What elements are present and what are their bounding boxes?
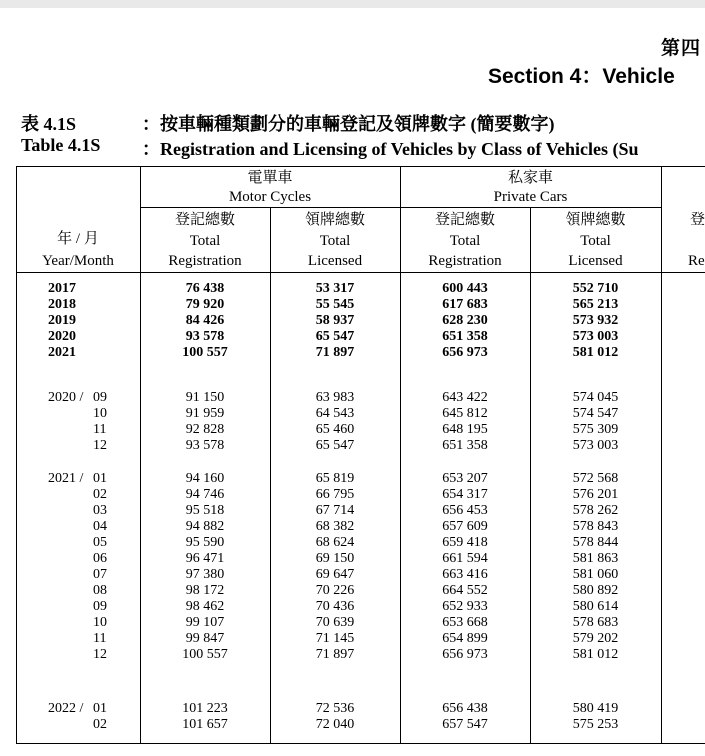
section-title-zh: 第四 xyxy=(660,38,701,59)
table-cell: 628 230 xyxy=(442,313,488,328)
table-cell: 91 150 xyxy=(185,390,225,405)
table-cell: 96 471 xyxy=(185,551,225,566)
table-cell: 654 317 xyxy=(442,487,488,502)
table-cell: 95 518 xyxy=(185,503,225,518)
table-cell: 651 358 xyxy=(442,329,488,344)
table-cell: 572 568 xyxy=(572,471,619,486)
table-cell: 575 253 xyxy=(572,717,619,732)
table-cell: 94 160 xyxy=(185,471,225,486)
row-label-month: 02 xyxy=(93,487,107,502)
table-cell: 69 150 xyxy=(315,551,355,566)
table-cell: 65 547 xyxy=(315,329,355,344)
row-label-year: 2021 / xyxy=(48,471,84,486)
row-label-month: 11 xyxy=(93,422,107,437)
table-cell: 100 557 xyxy=(182,647,228,662)
table-cell: 97 380 xyxy=(185,567,225,582)
table-cell: 657 547 xyxy=(442,717,488,732)
header-year-month-zh: 年 / 月 xyxy=(57,231,99,247)
table-cell: 98 172 xyxy=(185,583,225,598)
table-cell: 565 213 xyxy=(572,297,619,312)
table-cell: 656 973 xyxy=(442,647,488,662)
row-label-year: 2020 xyxy=(48,329,76,344)
table-cell: 99 107 xyxy=(185,615,225,630)
row-label-month: 06 xyxy=(93,551,107,566)
table-cell: 573 003 xyxy=(572,438,619,453)
table-cell: 581 012 xyxy=(572,345,619,360)
section-title-en: Section 4：Vehicle xyxy=(488,65,675,88)
row-label-month: 05 xyxy=(93,535,107,550)
table-cell: 68 382 xyxy=(315,519,355,534)
top-margin-bar xyxy=(0,0,705,8)
table-cell: 71 145 xyxy=(315,631,355,646)
row-label-month: 04 xyxy=(93,519,107,534)
table-id-zh: 表 4.1S xyxy=(21,114,77,134)
row-label-month: 10 xyxy=(93,615,107,630)
table-cell: 576 201 xyxy=(572,487,619,502)
col-header-en: Licensed xyxy=(307,253,363,269)
col-header-zh: 領牌總數 xyxy=(304,212,365,228)
col-header-en: Total xyxy=(580,233,611,249)
row-label-month: 07 xyxy=(93,567,107,582)
table-cell: 94 882 xyxy=(185,519,225,534)
col-header-en: Total xyxy=(449,233,481,249)
table-cell: 99 847 xyxy=(185,631,225,646)
table-id-en: Table 4.1S xyxy=(21,135,101,155)
table-cell: 651 358 xyxy=(442,438,488,453)
table-cell: 600 443 xyxy=(442,281,488,296)
row-label-year: 2017 xyxy=(48,281,76,296)
table-cell: 101 223 xyxy=(182,701,228,716)
group-header-en: Motor Cycles xyxy=(228,189,312,205)
table-cell: 65 460 xyxy=(315,422,355,437)
table-cell: 575 309 xyxy=(572,422,619,437)
row-label-month: 01 xyxy=(93,471,107,486)
table-cell: 84 426 xyxy=(185,313,225,328)
table-cell: 580 614 xyxy=(572,599,619,614)
col-header-zh: 登記總數 xyxy=(174,212,235,228)
row-label-year: 2020 / xyxy=(48,390,84,405)
table-cell: 580 419 xyxy=(572,701,619,716)
table-cell: 95 590 xyxy=(185,535,225,550)
table-cell: 93 578 xyxy=(185,438,225,453)
table-cell: 67 714 xyxy=(315,503,355,518)
table-cell: 72 040 xyxy=(315,717,355,732)
table-cell: 76 438 xyxy=(185,281,225,296)
table-cell: 65 547 xyxy=(315,438,355,453)
col-header-en: Licensed xyxy=(568,253,623,269)
table-title-en: ：Registration and Licensing of Vehicles by Class of Vehicles (Su xyxy=(142,139,639,159)
table-cell: 64 543 xyxy=(315,406,355,421)
col-header-en: Registration xyxy=(168,253,242,269)
table-cell: 664 552 xyxy=(442,583,488,598)
table-cell: 652 933 xyxy=(442,599,488,614)
table-top-rule xyxy=(16,166,705,167)
table-title-zh: ：按車輛種類劃分的車輛登記及領牌數字 (簡要數字) xyxy=(142,114,555,134)
row-label-month: 11 xyxy=(93,631,107,646)
col-divider xyxy=(661,166,662,743)
row-label-month: 09 xyxy=(93,390,107,405)
col-header-en: Registration xyxy=(428,253,502,269)
table-cell: 648 195 xyxy=(442,422,488,437)
table-cell: 579 202 xyxy=(572,631,619,646)
row-label-month: 03 xyxy=(93,503,107,518)
table-cell: 100 557 xyxy=(182,345,228,360)
table-cell: 70 436 xyxy=(315,599,355,614)
group-header-zh: 電單車 xyxy=(247,170,293,186)
table-cell: 72 536 xyxy=(315,701,355,716)
table-cell: 656 453 xyxy=(442,503,488,518)
table-cell: 70 226 xyxy=(315,583,355,598)
table-cell: 92 828 xyxy=(185,422,225,437)
table-cell: 643 422 xyxy=(442,390,488,405)
table-cell: 617 683 xyxy=(442,297,488,312)
table-cell: 581 060 xyxy=(572,567,619,582)
row-label-month: 08 xyxy=(93,583,107,598)
table-cell: 663 416 xyxy=(442,567,488,582)
table-cell: 69 647 xyxy=(315,567,355,582)
group-header-en: Private Cars xyxy=(493,189,568,205)
col-header-zh-partial: 登 xyxy=(690,212,705,228)
row-label-month: 12 xyxy=(93,647,107,662)
table-cell: 656 438 xyxy=(442,701,488,716)
table-cell: 578 843 xyxy=(572,519,619,534)
col-header-en: Total xyxy=(319,233,351,249)
table-cell: 580 892 xyxy=(572,583,619,598)
table-cell: 552 710 xyxy=(572,281,619,296)
table-cell: 65 819 xyxy=(315,471,355,486)
table-cell: 578 844 xyxy=(572,535,619,550)
table-cell: 574 547 xyxy=(572,406,619,421)
table-cell: 63 983 xyxy=(315,390,355,405)
table-cell: 53 317 xyxy=(315,281,355,296)
table-bottom-rule xyxy=(16,743,705,744)
table-cell: 573 003 xyxy=(572,329,619,344)
row-label-month: 02 xyxy=(93,717,107,732)
table-cell: 653 668 xyxy=(442,615,488,630)
row-label-year: 2021 xyxy=(48,345,76,360)
table-cell: 70 639 xyxy=(315,615,355,630)
row-label-year: 2019 xyxy=(48,313,76,328)
col-header-en: Total xyxy=(189,233,221,249)
table-cell: 58 937 xyxy=(315,313,355,328)
row-label-year: 2018 xyxy=(48,297,76,312)
table-cell: 94 746 xyxy=(185,487,225,502)
table-cell: 653 207 xyxy=(442,471,488,486)
table-cell: 578 683 xyxy=(572,615,619,630)
table-cell: 71 897 xyxy=(315,345,355,360)
row-label-year: 2022 / xyxy=(48,701,84,716)
row-label-month: 10 xyxy=(93,406,107,421)
row-label-month: 09 xyxy=(93,599,107,614)
table-cell: 71 897 xyxy=(315,647,355,662)
header-bottom-rule xyxy=(16,272,705,273)
table-cell: 55 545 xyxy=(315,297,355,312)
row-label-month: 01 xyxy=(93,701,107,716)
group-header-zh: 私家車 xyxy=(507,170,553,186)
table-cell: 645 812 xyxy=(442,406,488,421)
row-label-month: 12 xyxy=(93,438,107,453)
table-cell: 79 920 xyxy=(185,297,225,312)
col-header-zh: 登記總數 xyxy=(434,212,495,228)
table-cell: 98 462 xyxy=(185,599,225,614)
col-header-en-partial: Re xyxy=(688,253,705,269)
header-year-month-en: Year/Month xyxy=(42,253,114,269)
table-cell: 657 609 xyxy=(442,519,488,534)
table-cell: 101 657 xyxy=(182,717,228,732)
table-cell: 91 959 xyxy=(185,406,225,421)
table-cell: 93 578 xyxy=(185,329,225,344)
table-cell: 574 045 xyxy=(572,390,619,405)
table-cell: 66 795 xyxy=(315,487,355,502)
table-cell: 581 012 xyxy=(572,647,619,662)
table-cell: 581 863 xyxy=(572,551,619,566)
table-cell: 659 418 xyxy=(442,535,488,550)
table-cell: 578 262 xyxy=(572,503,619,518)
table-cell: 68 624 xyxy=(315,535,355,550)
table-cell: 573 932 xyxy=(572,313,619,328)
table-cell: 661 594 xyxy=(442,551,488,566)
table-cell: 656 973 xyxy=(442,345,488,360)
table-cell: 654 899 xyxy=(442,631,488,646)
col-header-zh: 領牌總數 xyxy=(565,212,626,228)
